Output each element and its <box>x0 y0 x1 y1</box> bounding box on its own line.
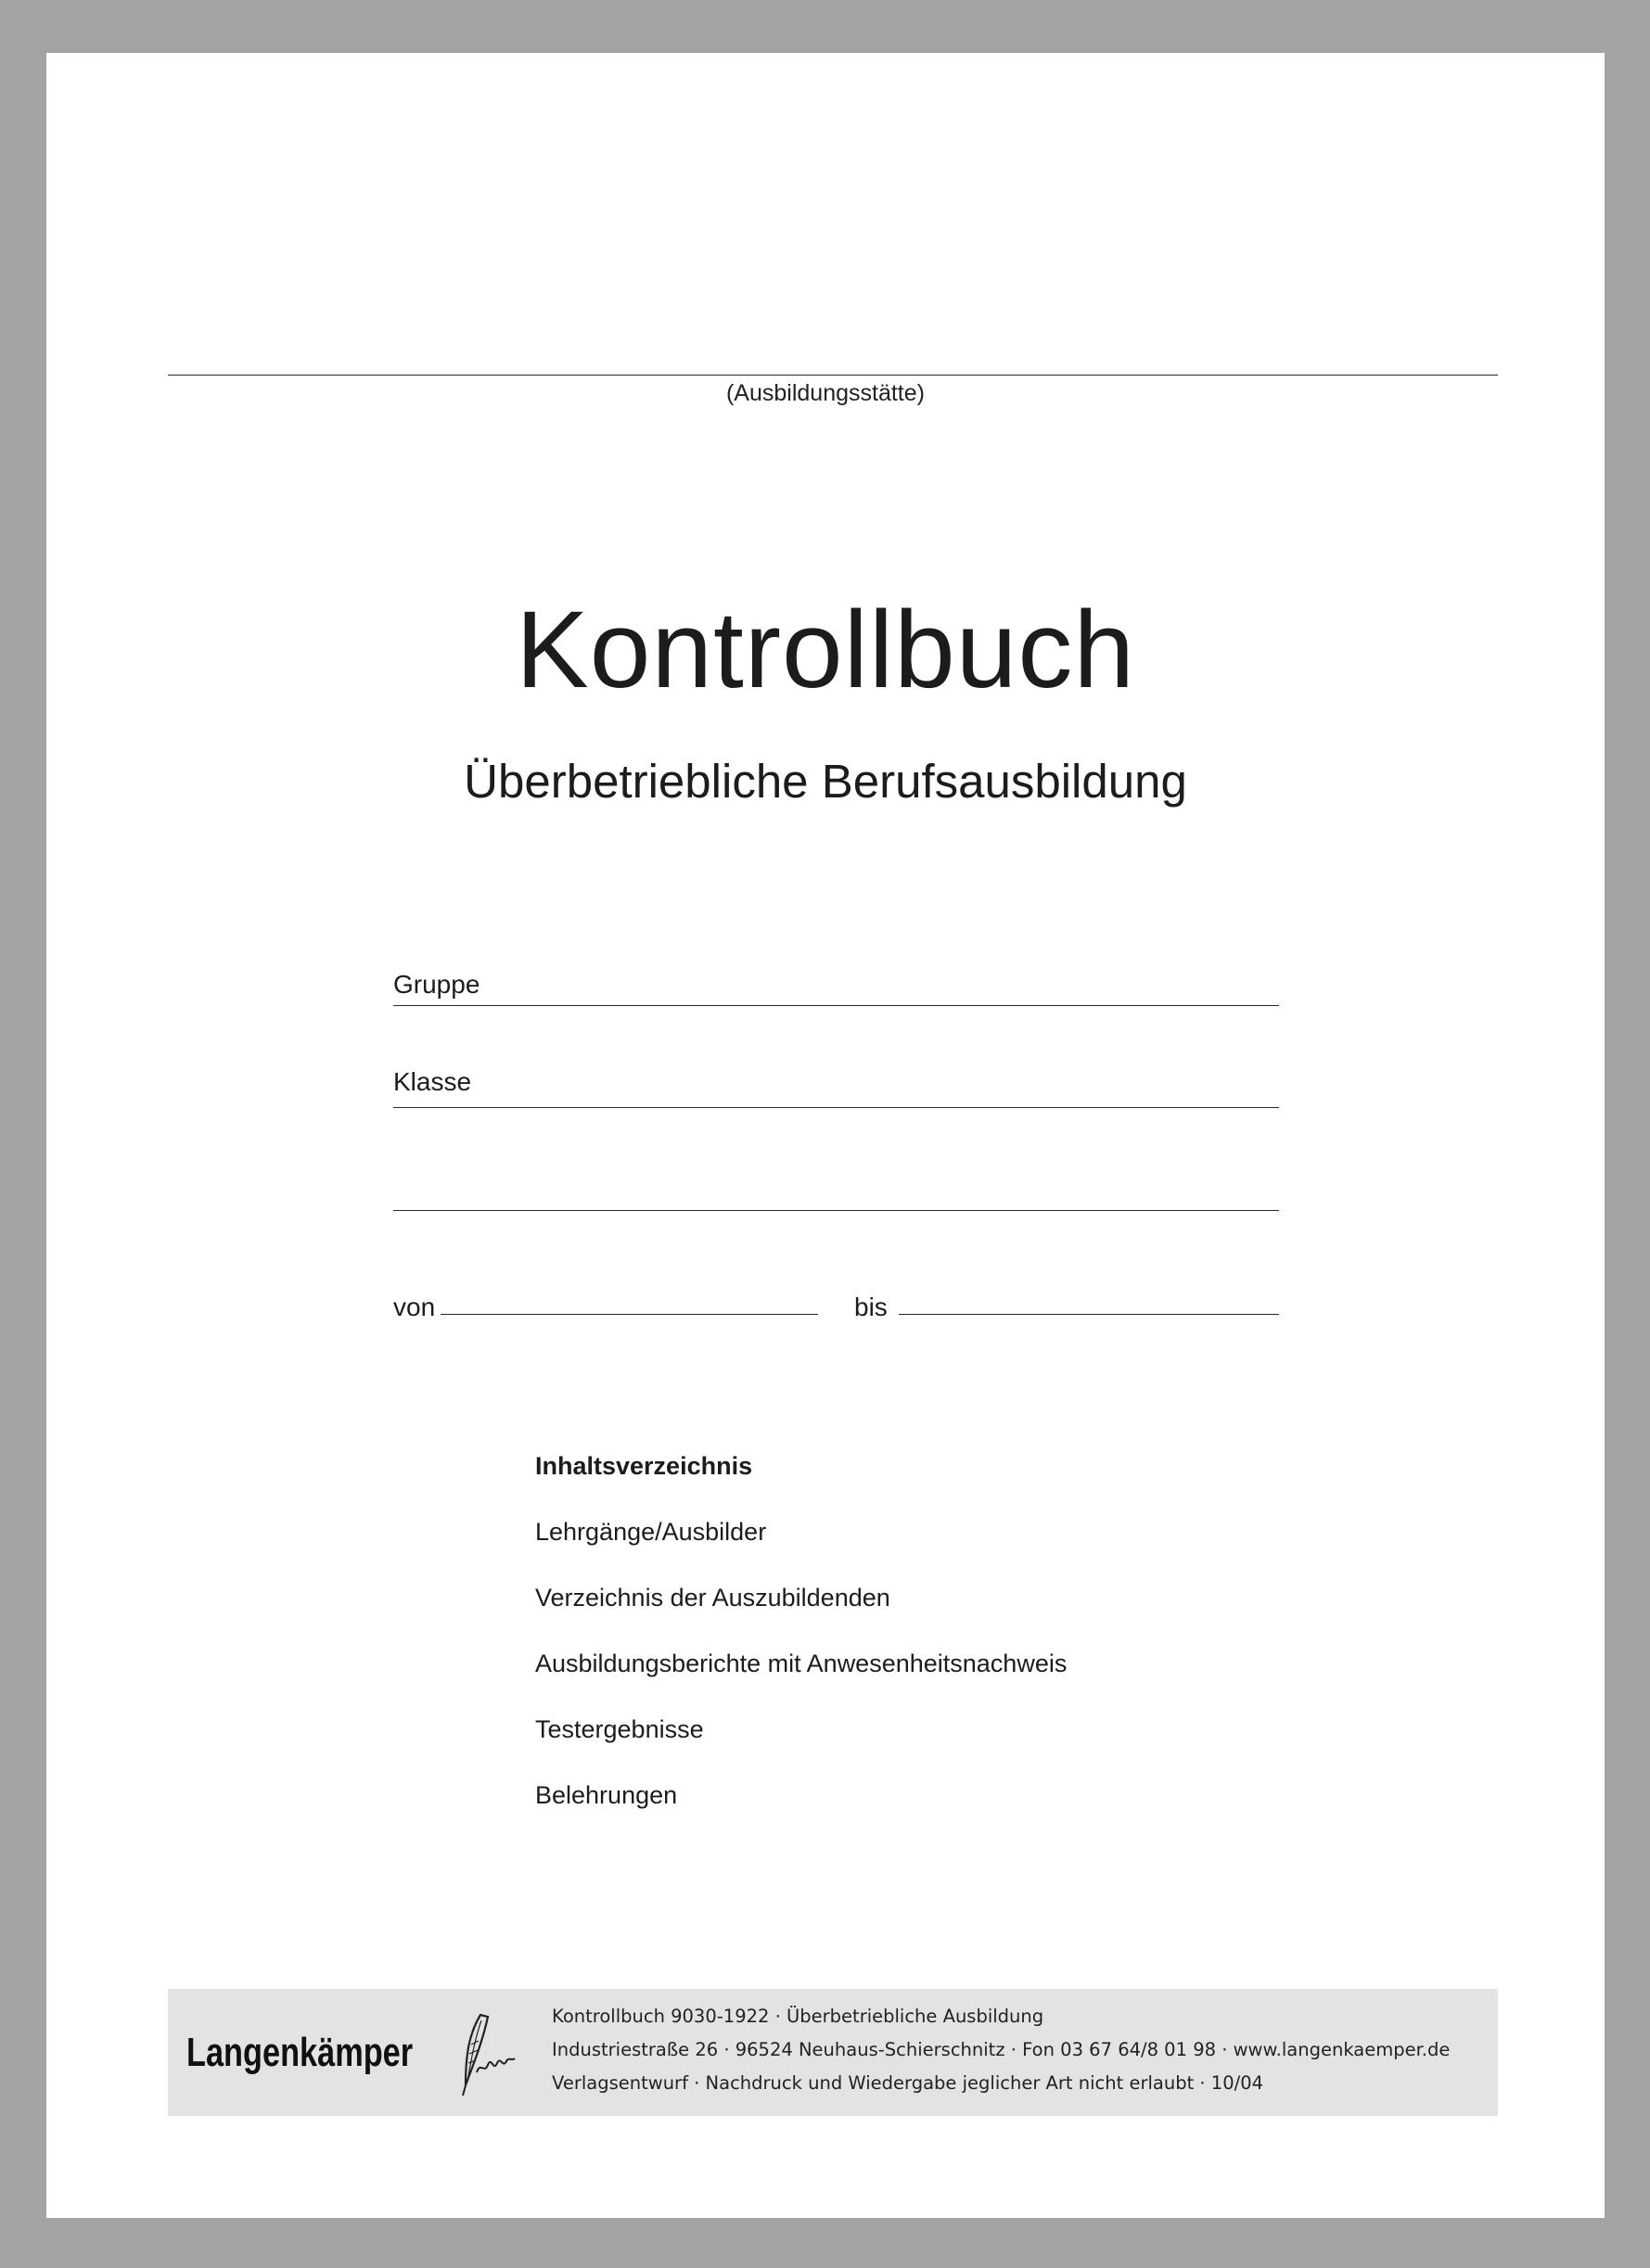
document-subtitle: Überbetriebliche Berufsausbildung <box>464 755 1187 808</box>
toc-item: Testergebnisse <box>535 1715 704 1743</box>
publisher-info <box>552 2000 1450 2100</box>
group-label: Gruppe <box>393 970 480 999</box>
to-line <box>899 1314 1279 1315</box>
footer-line-copyright: Verlagsentwurf · Nachdruck und Wiedergabe jeglicher Art nicht erlaubt · 10/04 <box>552 2072 1264 2094</box>
footer-line-product: Kontrollbuch 9030-1922 · Überbetriebliche Ausbildung <box>552 2006 1044 2027</box>
document-title: Kontrollbuch <box>516 589 1135 711</box>
class-label: Klasse <box>393 1067 472 1096</box>
toc-item: Belehrungen <box>535 1781 678 1809</box>
to-label: bis <box>854 1293 888 1321</box>
footer-line-address: Industriestraße 26 · 96524 Neuhaus-Schierschnitz · Fon 03 67 64/8 01 98 · www.langenkaemper.de <box>552 2039 1451 2060</box>
toc-item: Verzeichnis der Auszubildenden <box>535 1584 890 1612</box>
document-page <box>46 53 1605 2218</box>
institution-caption: (Ausbildungsstätte) <box>725 380 925 406</box>
group-line <box>393 1005 1279 1006</box>
from-label: von <box>393 1293 436 1321</box>
publisher-footer <box>168 1989 1498 2116</box>
toc-item: Ausbildungsberichte mit Anwesenheitsnachweis <box>535 1650 1068 1677</box>
from-line <box>441 1314 818 1315</box>
toc-item: Lehrgänge/Ausbilder <box>535 1518 767 1546</box>
table-of-contents <box>535 1451 1067 1846</box>
blank-line <box>393 1210 1279 1211</box>
class-line <box>393 1107 1279 1108</box>
institution-line <box>168 375 1498 376</box>
toc-title: Inhaltsverzeichnis <box>535 1452 753 1480</box>
quill-pen-icon <box>453 2007 518 2100</box>
publisher-logo: Langenkämper <box>186 2030 414 2075</box>
